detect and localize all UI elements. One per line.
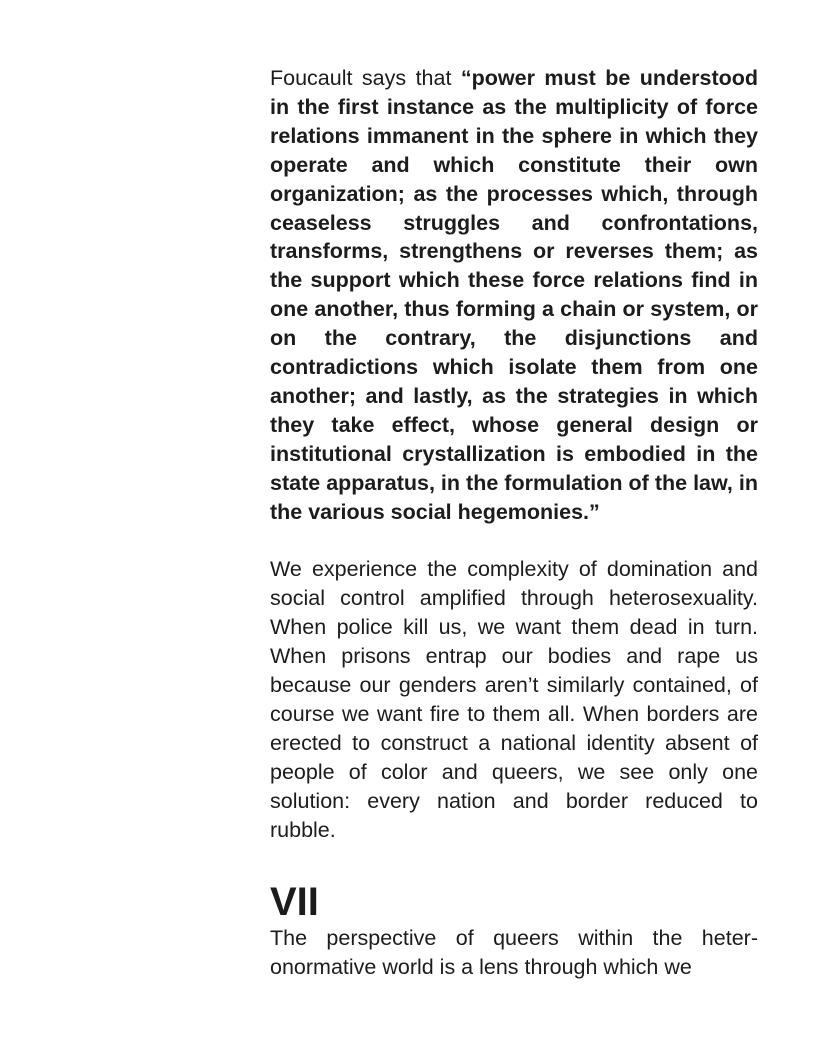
page-body [270, 64, 758, 982]
foucault-quote-paragraph [270, 64, 758, 527]
paragraph-lead-text: Foucault says that [270, 66, 461, 90]
section-heading: VII [270, 880, 319, 925]
body-paragraph-domination: We experience the complexity of domination and social control amplified through heterosexuality. When police kill us, we want them dead in turn. When prisons entrap our bodies and rape us because our genders aren’t similarly contained, of course we want fire to them all. When borders are erected to construct a national identity absent of people of color and queers, we see only one solution: every nation and border reduced to rubble. [270, 557, 758, 842]
body-paragraph-perspective: The perspective of queers within the heteronormative world is a lens through which we [270, 926, 758, 980]
foucault-quote: “power must be understood in the first instance as the multiplicity of force relations immanent in the sphere in which they operate and which constitute their own organization; as the processes which, through ceaseless struggles and confrontations, transforms, strengthens or reverses them; as the support which these force relations find in one another, thus forming a chain or system, or on the contrary, the disjunctions and contradictions which isolate them from one another; and lastly, as the strategies in which they take effect, whose general design or institutional crystallization is embodied in the state apparatus, in the formulation of the law, in the various social hegemonies.” [270, 66, 759, 524]
